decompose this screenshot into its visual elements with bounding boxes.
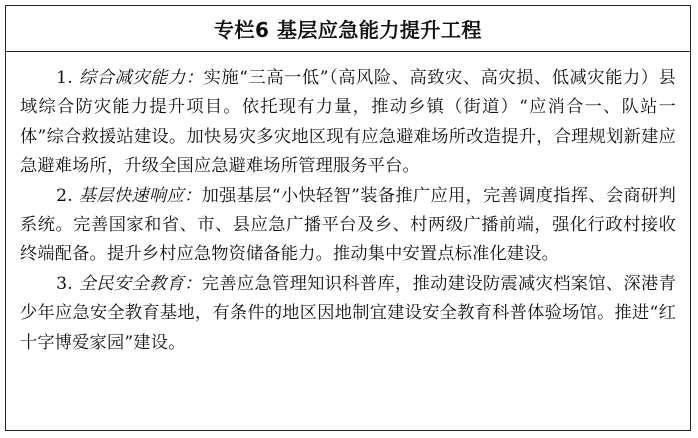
item-number: 3.	[56, 273, 73, 294]
item-paragraph-3	[20, 270, 676, 358]
item-number: 2.	[56, 185, 73, 206]
item-heading: 综合减灾能力：	[79, 68, 204, 88]
item-body: 实施“三高一低”（高风险、高致灾、高灾损、低减灾能力）县域综合防灾能力提升项目。依托现有力量，推动乡镇（街道）“应消合一、队站一体”综合救援站建设。加快易灾多灾地区现有应急避难场所改造提升，合理规划新建应急避难场所，升级全国应急避难场所管理服务平台。	[20, 68, 676, 177]
column-panel	[5, 5, 691, 431]
item-body: 完善应急管理知识科普库，推动建设防震减灾档案馆、深港青少年应急安全教育基地，有条件的地区因地制宜建设安全教育科普体验场馆。推进“红十字博爱家园”建设。	[20, 273, 677, 353]
item-paragraph-1	[20, 64, 676, 182]
item-heading: 全民安全教育：	[78, 273, 202, 294]
panel-title: 专栏6 基层应急能力提升工程	[214, 18, 482, 42]
item-number: 1.	[56, 68, 73, 88]
panel-header	[6, 6, 690, 52]
item-paragraph-2	[20, 182, 676, 270]
item-body: 加强基层“小快轻智”装备推广应用，完善调度指挥、会商研判系统。完善国家和省、市、县应急广播平台及乡、村两级广播前端，强化行政村接收终端配备。提升乡村应急物资储备能力。推动集中安置点标准化建设。	[20, 185, 676, 265]
panel-body	[6, 52, 690, 364]
item-heading: 基层快速响应：	[78, 185, 202, 206]
